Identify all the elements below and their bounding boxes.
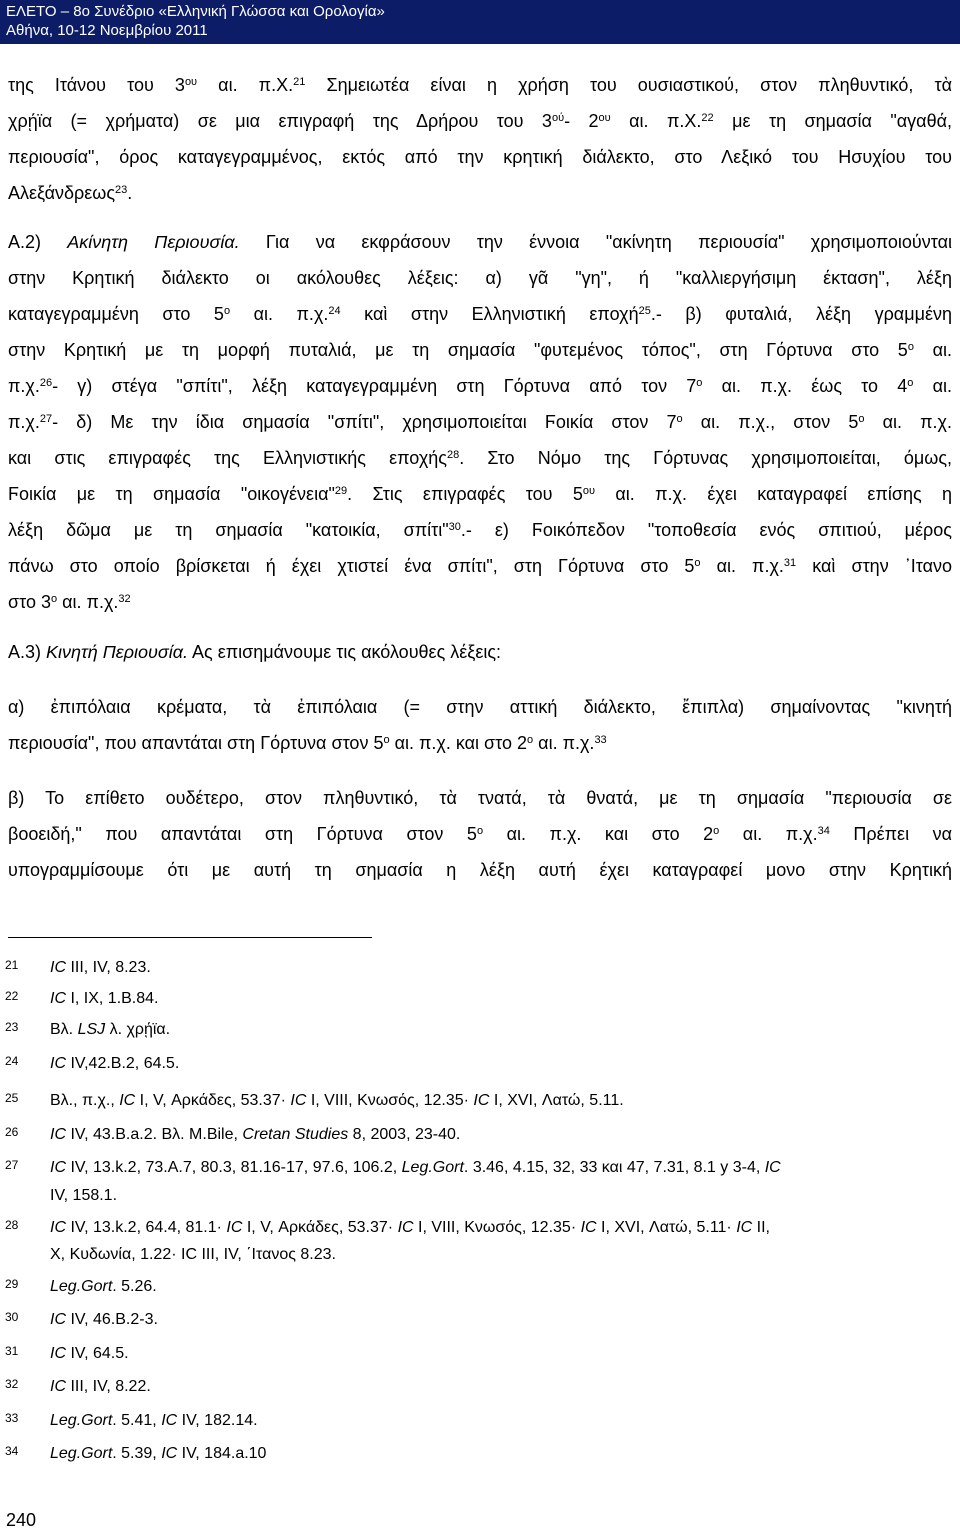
body-line: λέξη δῶμα με τη σημασία "κατοικία, σπίτι"$^{30}$.- ε) Ϝοικόπεδον "τοποθεσία ενός σπιτιού, μέρος <box>8 520 952 540</box>
footnote-number: 32 <box>5 1377 19 1391</box>
body-line: υπογραμμίσουμε ότι με αυτή τη σημασία η λέξη αυτή έχει καταγραφεί μονο στην Κρητική <box>8 860 952 880</box>
section-heading-line: Α.3) Κινητή Περιουσία. Ας επισημάνουμε τις ακόλουθες λέξεις: <box>8 642 502 662</box>
footnote-number: 23 <box>5 1020 19 1034</box>
body-line: στην Κρητική με τη μορφή πυταλιά, με τη σημασία "φυτεμένος τόπος", στη Γόρτυνα στο $5^o$ αι. <box>8 340 952 360</box>
body-line: Α.2) Ακίνητη Περιουσία. Για να εκφράσουν την έννοια "ακίνητη περιουσία" χρησιμοποιούνται <box>8 232 953 252</box>
footnote-text-continued: IV, 158.1. <box>50 1187 118 1204</box>
footnote-number: 22 <box>5 989 19 1003</box>
body-line: α) ἐπιπόλαια κρέματα, τὰ ἐπιπόλαια (= στην αττική διάλεκτο, ἔπιπλα) σημαίνοντας "κινητή <box>8 697 952 717</box>
footnote-number: 25 <box>5 1091 19 1105</box>
footnote-text: IC IV, 64.5. <box>50 1345 129 1362</box>
body-line: πάνω στο οποίο βρίσκεται ή έχει χτιστεί ένα σπίτι", στη Γόρτυνα στο $5^o$ αι. π.χ.$^{31}$ καὶ στην ᾽Ιτανο <box>8 556 953 576</box>
footnote-text: Leg.Gort. 5.26. <box>50 1278 157 1295</box>
body-line: π.χ.$^{27}$- δ) Με την ίδια σημασία "σπίτι", χρησιμοποιείται Ϝοικία στον $7^o$ αι. π.χ., στον $5^o$ αι. π.χ. <box>8 412 952 432</box>
body-line: στο $3^o$ αι. π.χ.$^{32}$ <box>8 592 131 612</box>
footnote-number: 30 <box>5 1310 19 1324</box>
conference-dates: Αθήνα, 10-12 Νοεμβρίου 2011 <box>6 22 208 39</box>
footnote-text: Βλ., π.χ., IC I, V, Αρκάδες, 53.37· IC I, VIII, Κνωσός, 12.35· IC I, XVI, Λατώ, 5.11. <box>50 1092 624 1109</box>
footnote-number: 28 <box>5 1218 19 1232</box>
body-line: Αλεξάνδρεως$^{23}$. <box>8 183 133 203</box>
body-line: της Ιτάνου του $3^{o\upsilon}$ αι. π.Χ.$^{21}$ Σημειωτέα είναι η χρήση του ουσιαστικού, στον πληθυντικό, τὰ <box>8 75 952 95</box>
footnote-text: IC IV,42.B.2, 64.5. <box>50 1055 180 1072</box>
footnote-number: 21 <box>5 958 19 972</box>
conference-header <box>0 0 960 44</box>
footnote-number: 24 <box>5 1054 19 1068</box>
footnote-number: 33 <box>5 1411 19 1425</box>
footnote-text: IC IV, 13.k.2, 64.4, 81.1· IC I, V, Αρκάδες, 53.37· IC I, VIII, Κνωσός, 12.35· IC I, XVI, Λατώ, 5.11· IC II, <box>50 1219 770 1236</box>
body-line: βοοειδή," που απαντάται στη Γόρτυνα στον $5^o$ αι. π.χ. και στο $2^o$ αι. π.χ.$^{34}$ Πρέπει να <box>8 824 952 844</box>
body-line: β) Το επίθετο ουδέτερο, στον πληθυντικό, τὰ τνατά, τὰ θνατά, με τη σημασία "περιουσία σε <box>8 788 952 808</box>
footnote-text: Βλ. LSJ λ. χρῄϊα. <box>50 1021 171 1038</box>
footnote-text: IC IV, 46.B.2-3. <box>50 1311 158 1328</box>
footnote-number: 27 <box>5 1158 19 1172</box>
footnote-number: 31 <box>5 1344 19 1358</box>
footnote-number: 34 <box>5 1444 19 1458</box>
footnote-text: IC IV, 13.k.2, 73.A.7, 80.3, 81.16-17, 97.6, 106.2, Leg.Gort. 3.46, 4.15, 32, 33 και 47, 7.31, 8.1 y 3-4, IC <box>50 1159 781 1176</box>
footnote-text: Leg.Gort. 5.39, IC IV, 184.a.10 <box>50 1445 267 1462</box>
body-line: στην Κρητική διάλεκτο οι ακόλουθες λέξεις: α) γᾶ "γη", ή "καλλιεργήσιμη έκταση", λέξη <box>8 268 952 288</box>
footnote-text: IC IV, 43.B.a.2. Βλ. M.Bile, Cretan Studies 8, 2003, 23-40. <box>50 1126 461 1143</box>
body-line: καταγεγραμμένη στο $5^o$ αι. π.χ.$^{24}$ καὶ στην Ελληνιστική εποχή$^{25}$.- β) φυταλιά, λέξη γραμμένη <box>8 304 952 324</box>
conference-title: ΕΛΕΤΟ – 8ο Συνέδριο «Ελληνική Γλώσσα και Ορολογία» <box>6 3 385 20</box>
footnote-text: IC III, IV, 8.23. <box>50 959 151 976</box>
footnote-text: IC I, IX, 1.B.84. <box>50 990 159 1007</box>
footnote-text: Leg.Gort. 5.41, IC IV, 182.14. <box>50 1412 258 1429</box>
body-line: περιουσία", όρος καταγεγραμμένος, εκτός από την κρητική διάλεκτο, στο Λεξικό του Ησυχίου του <box>8 147 952 167</box>
footnote-text: IC III, IV, 8.22. <box>50 1378 151 1395</box>
footnote-number: 29 <box>5 1277 19 1291</box>
body-line: π.χ.$^{26}$- γ) στέγα "σπίτι", λέξη καταγεγραμμένη στη Γόρτυνα από τον $7^o$ αι. π.χ. έως το $4^o$ αι. <box>8 376 952 396</box>
page-number: 240 <box>6 1510 37 1530</box>
body-line: και στις επιγραφές της Ελληνιστικής εποχής$^{28}$. Στο Νόμο της Γόρτυνας χρησιμοποιείται, όμως, <box>8 448 953 468</box>
body-line: χρῄϊα (= χρήματα) σε μια επιγραφή της Δρήρου του $3^{oύ}-$ $2^{o\upsilon}$ αι. π.Χ.$^{22}$ με τη σημασία "αγαθά, <box>8 111 952 131</box>
footnote-separator <box>8 937 372 938</box>
body-line: περιουσία", που απαντάται στη Γόρτυνα στον $5^o$ αι. π.χ. και στο $2^o$ αι. π.χ.$^{33}$ <box>8 733 607 753</box>
footnote-text-continued: X, Κυδωνία, 1.22· IC III, IV, ΄Ιτανος 8.23. <box>50 1246 336 1263</box>
footnote-number: 26 <box>5 1125 19 1139</box>
body-line: Ϝοικία με τη σημασία "οικογένεια"$^{29}$. Στις επιγραφές του $5^{o\upsilon}$ αι. π.χ. έχει καταγραφεί επίσης η <box>8 484 953 504</box>
